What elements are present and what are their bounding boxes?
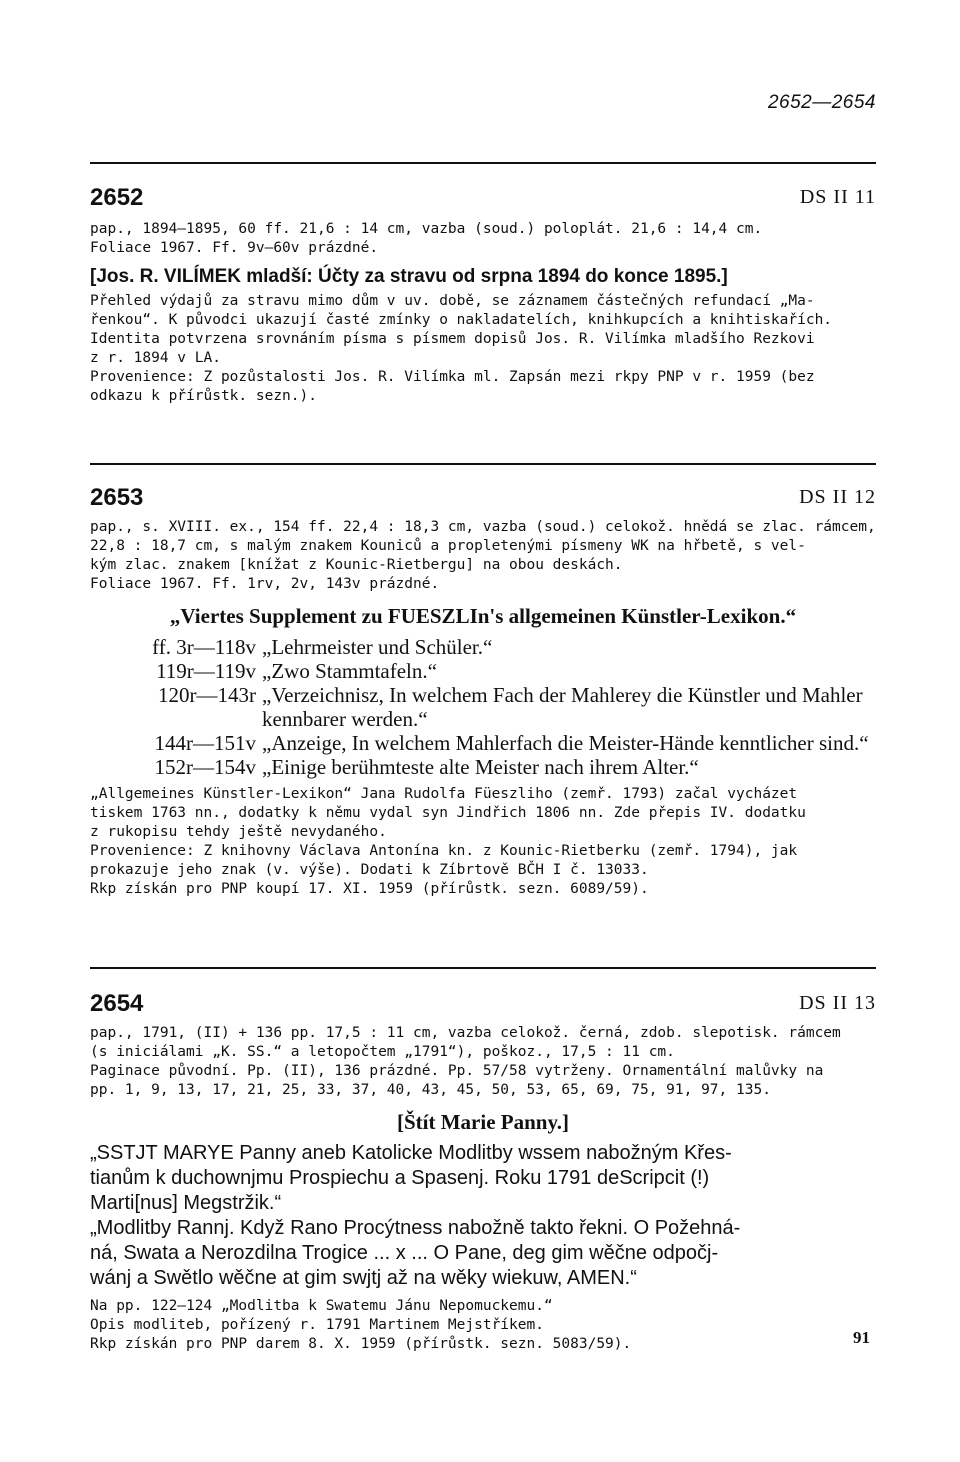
content-title: „Einige berühmteste alte Meister nach ihrem Alter.“ [262,755,699,779]
catalog-entry-2653 [90,484,876,899]
note-line: Opis modliteb, pořízený r. 1791 Martinem Mejstříkem. [90,1317,544,1333]
transcribed-text [90,1141,876,1291]
physical-line: pap., 1791, (II) + 136 pp. 17,5 : 11 cm, vazba celokož. černá, zdob. slepotisk. rámcem [90,1025,841,1041]
physical-line: kým zlac. znakem [knížat z Kounic-Rietbergu] na obou deskách. [90,557,623,573]
entry-notes [90,1297,876,1354]
note-line: z r. 1894 v LA. [90,350,221,366]
entry-notes [90,292,876,406]
physical-line: Paginace původní. Pp. (II), 136 prázdné. Pp. 57/58 vytrženy. Ornamentální malůvky na [90,1063,824,1079]
text-line: „SSTJT MARYE Panny aneb Katolicke Modlitby wssem nabožným Křes- [90,1142,732,1164]
note-line: Provenience: Z knihovny Václava Antonína kn. z Kounic-Rietberku (zemř. 1794), jak [90,843,798,859]
note-line: řenkou“. K původci ukazují časté zmínky o nakladatelích, knihkupcích a knihtiskařích. [90,312,833,328]
content-title: „Lehrmeister und Schüler.“ [262,635,493,659]
text-line: Marti[nus] Megstržik.“ [90,1192,282,1214]
folio-range: 144r—151v [154,731,256,755]
note-line: odkazu k přírůstk. sezn.). [90,388,317,404]
content-title: „Zwo Stammtafeln.“ [262,659,437,683]
page-number: 91 [853,1328,870,1347]
folio-range: ff. 3r—118v [152,635,256,659]
entry-number: 2652 [90,184,144,211]
section-rule [90,463,876,465]
note-line: Rkp získán pro PNP darem 8. X. 1959 (přírůstk. sezn. 5083/59). [90,1336,632,1352]
contents-list [90,635,876,779]
text-line: tianům k duchownjmu Prospiechu a Spasenj. Roku 1791 deScripcit (!) [90,1167,710,1189]
note-line: Rkp získán pro PNP koupí 17. XI. 1959 (přírůstk. sezn. 6089/59). [90,881,649,897]
section-rule [90,967,876,969]
physical-line: pap., s. XVIII. ex., 154 ff. 22,4 : 18,3 cm, vazba (soud.) celokož. hnědá se zlac. rámcem, [90,519,876,535]
entry-title: „Viertes Supplement zu FUESZLIn's allgemeinen Künstler-Lexikon.“ [169,604,797,628]
entry-header [90,990,876,1020]
shelf-signature: DS II 12 [799,486,876,508]
entry-notes [90,785,876,899]
shelf-signature: DS II 13 [799,992,876,1014]
physical-description [90,518,876,594]
note-line: prokazuje jeho znak (v. výše). Dodati k Zíbrtově BČH I č. 13033. [90,862,649,878]
folio-range: 119r—119v [156,659,256,683]
physical-description [90,220,876,258]
entry-header [90,184,876,214]
physical-line: pp. 1, 9, 13, 17, 21, 25, 33, 37, 40, 43, 45, 50, 53, 65, 69, 75, 91, 97, 135. [90,1082,771,1098]
physical-line: (s iniciálami „K. SS.“ a letopočtem „1791“), poškoz., 17,5 : 11 cm. [90,1044,675,1060]
shelf-signature: DS II 11 [799,186,876,208]
content-title: „Anzeige, In welchem Mahlerfach die Meister-Hände kenntlicher sind.“ [262,731,869,755]
running-head: 2652—2654 [767,92,876,113]
physical-description [90,1024,876,1100]
note-line: Provenience: Z pozůstalosti Jos. R. Vilímka ml. Zapsán mezi rkpy PNP v r. 1959 (bez [90,369,815,385]
entry-number: 2653 [90,484,144,511]
note-line: Přehled výdajů za stravu mimo dům v uv. době, se záznamem částečných refundací „Ma- [90,293,815,309]
section-rule [90,162,876,164]
content-title: „Verzeichnisz, In welchem Fach der Mahlerey die Künstler und Mahler kennbarer werden.“ [262,683,863,731]
folio-range: 152r—154v [154,755,256,779]
note-line: Na pp. 122—124 „Modlitba k Swatemu Jánu Nepomuckemu.“ [90,1298,553,1314]
physical-line: 22,8 : 18,7 cm, s malým znakem Kouniců a propletenými písmeny WK na hřbetě, s vel- [90,538,806,554]
note-line: Identita potvrzena srovnáním písma s písmem dopisů Jos. R. Vilímka mladšího Rezkovi [90,331,815,347]
entry-title: [Jos. R. VILÍMEK mladší: Účty za stravu od srpna 1894 do konce 1895.] [90,266,728,287]
physical-line: Foliace 1967. Ff. 1rv, 2v, 143v prázdné. [90,576,440,592]
entry-title: [Štít Marie Panny.] [396,1110,570,1134]
text-line: ná, Swata a Nerozdilna Trogice ... x ... O Pane, deg gim wěčne odpočj- [90,1242,719,1264]
folio-range: 120r—143r [158,683,256,707]
note-line: z rukopisu tehdy ještě nevydaného. [90,824,387,840]
catalog-entry-2654 [90,990,876,1354]
catalog-entry-2652 [90,184,876,406]
physical-line: pap., 1894—1895, 60 ff. 21,6 : 14 cm, vazba (soud.) poloplát. 21,6 : 14,4 cm. [90,221,763,237]
note-line: tiskem 1763 nn., dodatky k němu vydal syn Jindřich 1806 nn. Zde přepis IV. dodatku [90,805,806,821]
text-line: „Modlitby Rannj. Když Rano Procýtness nabožně takto řekni. O Požehná- [90,1217,741,1239]
note-line: „Allgemeines Künstler-Lexikon“ Jana Rudolfa Füeszliho (zemř. 1793) začal vycházet [90,786,798,802]
entry-header [90,484,876,514]
text-line: wánj a Swětlo wěčne at gim swjtj až na wěky wiekuw, AMEN.“ [90,1267,637,1289]
physical-line: Foliace 1967. Ff. 9v—60v prázdné. [90,240,379,256]
entry-number: 2654 [90,990,144,1017]
